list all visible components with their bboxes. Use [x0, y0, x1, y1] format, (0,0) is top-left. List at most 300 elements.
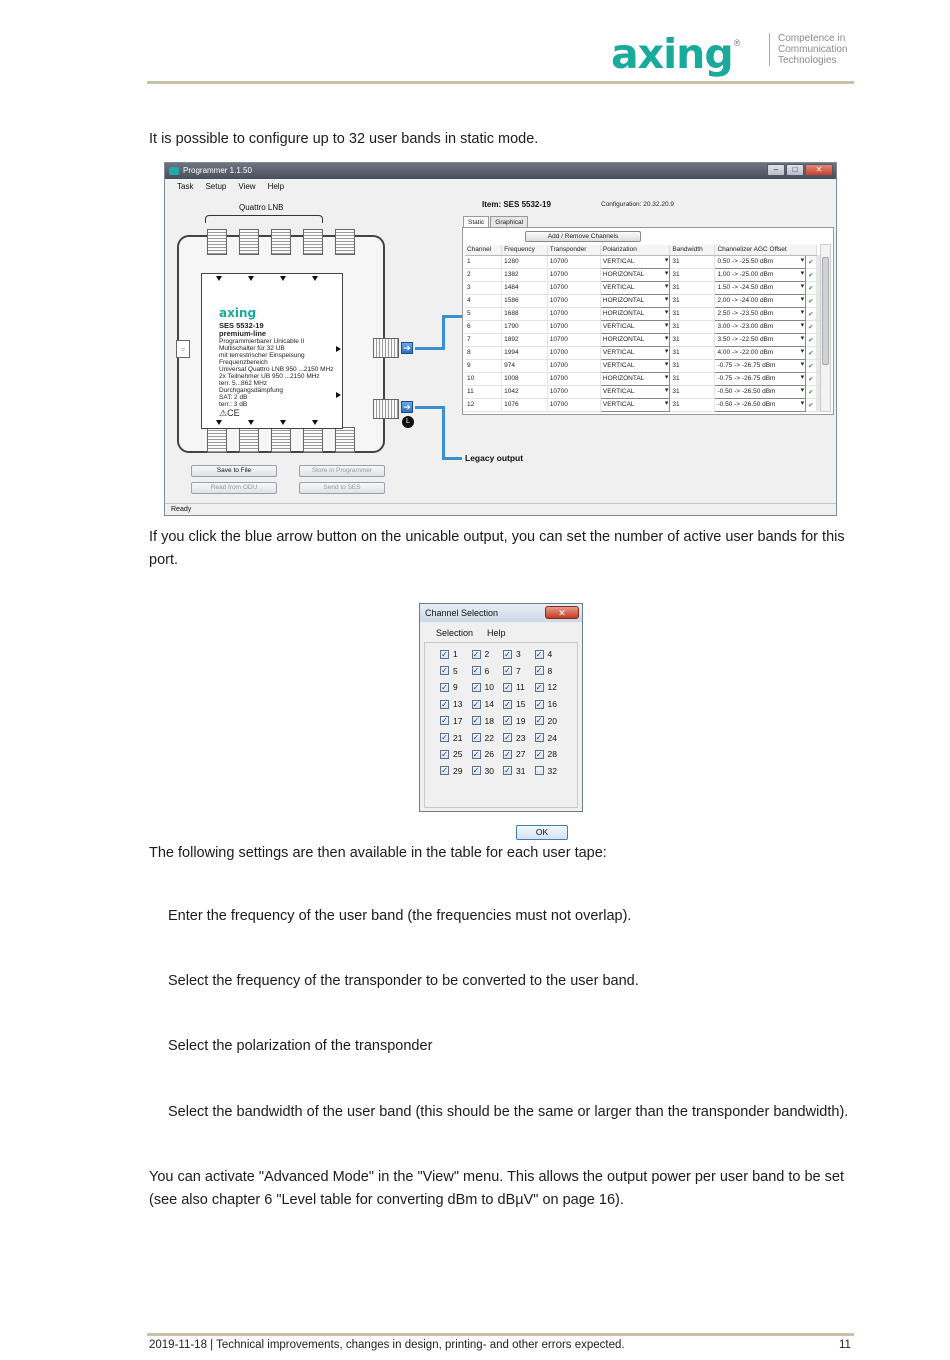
channel-number-label: 15	[516, 699, 526, 710]
read-from-odu-button[interactable]: Read from ODU	[191, 482, 277, 494]
checkbox-checked-icon[interactable]: ✓	[535, 749, 543, 759]
table-row[interactable]	[465, 385, 823, 398]
legacy-output-connector	[373, 399, 399, 419]
channel-checkbox[interactable]	[440, 649, 458, 659]
cell-bandwidth[interactable]: 31	[670, 372, 715, 385]
cell-agc-offset[interactable]: 0.50 -> -25.50 dBm ▾	[715, 255, 806, 268]
output-arrow-icon	[248, 420, 254, 425]
channel-checkbox[interactable]	[503, 766, 525, 776]
table-row[interactable]	[465, 372, 823, 385]
channel-number-label: 19	[516, 715, 526, 726]
window-title: Programmer 1.1.50	[183, 166, 252, 175]
plate-spec: Universal Quattro LNB 950 ...2150 MHz	[219, 366, 334, 373]
close-button[interactable]: ✕	[805, 164, 833, 176]
checkbox-checked-icon[interactable]: ✓	[504, 766, 511, 776]
channel-number-label: 11	[516, 682, 525, 693]
channel-checkbox[interactable]	[472, 749, 494, 759]
channel-number-label: 6	[484, 665, 490, 676]
checkbox-checked-icon[interactable]: ✓	[472, 666, 480, 676]
menu-help[interactable]: Help	[267, 182, 285, 191]
cell-frequency[interactable]: 1484	[502, 281, 548, 294]
cell-agc-offset[interactable]: -0.75 -> -26.75 dBm ▾	[715, 359, 806, 372]
channel-number-label: 28	[547, 749, 557, 760]
plate-desc: Multischalter für 32 UB	[219, 345, 285, 352]
axing-logo	[611, 30, 741, 78]
configuration-label: Configuration: 20.32.20.9	[601, 201, 674, 208]
cell-agc-offset[interactable]: -0.50 -> -26.50 dBm ▾	[715, 385, 806, 398]
channel-checkbox[interactable]	[440, 699, 462, 709]
page-number: 11	[839, 1339, 851, 1351]
checkbox-checked-icon[interactable]: ✓	[504, 749, 511, 759]
channel-number-label: 26	[484, 749, 494, 760]
checkmark-icon: ✔	[806, 255, 816, 268]
channel-number-label: 22	[484, 732, 494, 743]
channel-number-label: 24	[547, 732, 557, 743]
cell-agc-offset[interactable]: -0.50 -> -26.50 dBm ▾	[715, 398, 806, 411]
cell-channel: 3	[465, 281, 502, 294]
cell-agc-offset[interactable]: 2.00 -> -24.00 dBm ▾	[715, 294, 806, 307]
channel-number-label: 8	[547, 665, 553, 676]
cell-polarization[interactable]: HORIZONTAL ▾	[600, 307, 669, 320]
tagline-line: Competence in	[778, 33, 846, 44]
list-item-transponder: Select the frequency of the transponder to be converted to the user band.	[168, 973, 639, 989]
paragraph-advanced-mode: You can activate "Advanced Mode" in the "View" menu. This allows the output power per user band to be set (see also chapter 6 "Level table for converting dBm to dBµV" on page 16).	[149, 1169, 844, 1208]
header-rule	[147, 81, 854, 84]
channel-number-label: 17	[453, 715, 463, 726]
channel-number-label: 23	[516, 732, 526, 743]
cell-polarization[interactable]: HORIZONTAL ▾	[600, 372, 669, 385]
cell-frequency[interactable]: 974	[502, 359, 548, 372]
cell-channel: 9	[465, 359, 502, 372]
cell-frequency[interactable]: 1042	[502, 385, 548, 398]
checkbox-checked-icon[interactable]: ✓	[504, 699, 511, 709]
channel-checkbox[interactable]	[440, 766, 462, 776]
dialog-menu	[420, 626, 582, 640]
output-connector	[271, 427, 291, 453]
menu-task[interactable]: Task	[177, 182, 194, 191]
channel-number-label: 13	[453, 699, 463, 710]
channel-number-label: 18	[484, 715, 494, 726]
cell-bandwidth[interactable]: 31	[670, 359, 715, 372]
channel-checkbox[interactable]	[440, 716, 462, 726]
device-label-plate	[201, 273, 343, 429]
channel-checkbox[interactable]	[440, 733, 462, 743]
maximize-button[interactable]: □	[786, 164, 804, 176]
checkbox-checked-icon[interactable]: ✓	[441, 766, 448, 776]
lnb-connector	[303, 229, 323, 255]
checkbox-checked-icon[interactable]: ✓	[472, 766, 480, 776]
checkbox-checked-icon[interactable]: ✓	[472, 649, 480, 659]
channel-checkbox[interactable]	[535, 716, 557, 726]
channel-checkbox[interactable]	[472, 766, 494, 776]
channel-selection-dialog	[419, 603, 583, 837]
cell-transponder[interactable]: 10700	[547, 268, 600, 281]
channel-checkbox[interactable]	[535, 682, 557, 692]
ok-button[interactable]: OK	[516, 825, 568, 840]
store-in-programmer-button[interactable]: Store in Programmer	[299, 465, 385, 477]
channel-number-label: 9	[453, 682, 458, 693]
cell-polarization[interactable]: VERTICAL ▾	[600, 281, 669, 294]
cell-agc-offset[interactable]: -0.75 -> -26.75 dBm ▾	[715, 372, 806, 385]
cell-frequency[interactable]: 1892	[502, 333, 548, 346]
cell-channel: 12	[465, 398, 502, 411]
cell-polarization[interactable]: VERTICAL ▾	[600, 398, 669, 411]
output-arrow-icon	[216, 420, 222, 425]
cell-channel: 10	[465, 372, 502, 385]
cell-transponder[interactable]: 10700	[547, 255, 600, 268]
checkbox-checked-icon[interactable]: ✓	[535, 716, 543, 726]
connector-line	[442, 315, 462, 318]
channel-checkbox[interactable]	[440, 749, 462, 759]
cell-transponder[interactable]: 10700	[547, 359, 600, 372]
checkbox-checked-icon[interactable]: ✓	[535, 649, 543, 659]
input-arrow-icon	[216, 276, 222, 281]
channel-number-label: 2	[484, 649, 490, 659]
col-polarization: Polarization	[600, 245, 669, 255]
output-connector	[239, 427, 259, 453]
channel-number-label: 31	[516, 765, 526, 776]
cell-transponder[interactable]: 10700	[547, 333, 600, 346]
channel-number-label: 20	[547, 715, 557, 726]
table-row[interactable]	[465, 268, 823, 281]
paragraph-settings: The following settings are then available in the table for each user tape:	[149, 845, 607, 861]
channel-checkbox[interactable]	[472, 666, 490, 676]
menu-help[interactable]: Help	[487, 628, 506, 638]
cell-agc-offset[interactable]: 1.50 -> -24.50 dBm ▾	[715, 281, 806, 294]
checkbox-checked-icon[interactable]: ✓	[441, 649, 448, 659]
cell-agc-offset[interactable]: 3.50 -> -22.50 dBm ▾	[715, 333, 806, 346]
cell-frequency[interactable]: 1382	[502, 268, 548, 281]
panel-tabs	[463, 216, 529, 227]
table-scrollbar[interactable]	[820, 244, 831, 412]
channel-checkbox[interactable]	[472, 649, 490, 659]
tagline-line: Communication	[778, 44, 848, 55]
plate-spec: terr. 5...862 MHz	[219, 380, 268, 387]
footer-rule	[147, 1333, 854, 1336]
checkbox-checked-icon[interactable]: ✓	[535, 682, 543, 692]
cell-transponder[interactable]: 10700	[547, 346, 600, 359]
cell-bandwidth[interactable]: 31	[670, 307, 715, 320]
lnb-connector	[207, 229, 227, 255]
table-row[interactable]	[465, 346, 823, 359]
table-row[interactable]	[465, 398, 823, 411]
output-connector	[207, 427, 227, 453]
paragraph-intro: It is possible to configure up to 32 user bands in static mode.	[149, 131, 539, 147]
cell-frequency[interactable]: 1280	[502, 255, 548, 268]
checkbox-checked-icon[interactable]: ✓	[441, 666, 448, 676]
menu-view[interactable]: View	[238, 182, 256, 191]
output-connector	[303, 427, 323, 453]
item-label: Item: SES 5532-19	[482, 200, 551, 209]
channel-checkbox[interactable]	[535, 649, 553, 659]
cell-bandwidth[interactable]: 31	[670, 398, 715, 411]
list-item-bandwidth: Select the bandwidth of the user band (this should be the same or larger than the transponder bandwidth).	[168, 1104, 849, 1120]
col-frequency: Frequency	[502, 245, 548, 255]
footer-text: 2019-11-18 | Technical improvements, changes in design, printing- and other errors expected.	[149, 1339, 625, 1351]
plate-desc: Programmierbarer Unicable II	[219, 338, 305, 345]
checkbox-unchecked-icon[interactable]	[535, 766, 544, 775]
checkmark-icon: ✔	[806, 294, 816, 307]
paragraph-blue-arrow: If you click the blue arrow button on the unicable output, you can set the number of active user bands for this port.	[149, 529, 845, 568]
channel-checkbox[interactable]	[503, 749, 525, 759]
cell-frequency[interactable]: 1586	[502, 294, 548, 307]
checkbox-checked-icon[interactable]: ✓	[504, 682, 511, 692]
checkbox-checked-icon[interactable]: ✓	[441, 699, 448, 709]
checkmark-icon: ✔	[806, 281, 816, 294]
channel-checkbox[interactable]	[535, 749, 557, 759]
cell-channel: 2	[465, 268, 502, 281]
cell-channel: 7	[465, 333, 502, 346]
col-bandwidth: Bandwidth	[670, 245, 715, 255]
unicable-output-connector	[373, 338, 399, 358]
channel-number-label: 14	[484, 699, 494, 710]
channel-checkbox[interactable]	[503, 716, 525, 726]
channel-number-label: 21	[453, 732, 463, 743]
channel-number-label: 32	[547, 765, 557, 776]
window-titlebar	[165, 163, 836, 179]
output-arrow-icon	[312, 420, 318, 425]
checkbox-checked-icon[interactable]: ✓	[441, 733, 448, 742]
cell-frequency[interactable]: 1008	[502, 372, 548, 385]
tagline-line: Technologies	[778, 55, 837, 66]
scrollbar-thumb[interactable]	[822, 257, 829, 365]
checkbox-checked-icon[interactable]: ✓	[504, 666, 511, 676]
checkbox-checked-icon[interactable]: ✓	[472, 733, 480, 742]
legacy-badge: L	[402, 416, 414, 428]
connector-line	[442, 315, 445, 350]
checkbox-checked-icon[interactable]: ✓	[472, 716, 480, 726]
lnb-brace	[205, 215, 323, 223]
connector-line	[442, 406, 445, 459]
input-arrow-icon	[280, 276, 286, 281]
send-to-ses-button[interactable]: Send to SES	[299, 482, 385, 494]
connector-line	[415, 406, 443, 409]
plate-text	[219, 322, 339, 417]
cell-agc-offset[interactable]: 4.00 -> -22.00 dBm ▾	[715, 346, 806, 359]
connector-line	[442, 457, 462, 460]
channel-checkbox[interactable]	[440, 666, 458, 676]
cell-bandwidth[interactable]: 31	[670, 294, 715, 307]
channel-checkbox[interactable]	[535, 733, 557, 743]
logo-registered-mark: ®	[733, 38, 741, 48]
channel-checkbox[interactable]	[535, 699, 557, 709]
table-row[interactable]	[465, 320, 823, 333]
plate-spec: Frequenzbereich	[219, 359, 268, 366]
table-row[interactable]	[465, 359, 823, 372]
channel-number-label: 4	[547, 649, 553, 659]
tab-graphical[interactable]: Graphical	[490, 216, 528, 227]
checkmark-icon: ✔	[806, 333, 816, 346]
cell-transponder[interactable]: 10700	[547, 372, 600, 385]
channel-number-label: 30	[484, 765, 494, 776]
cell-frequency[interactable]: 1076	[502, 398, 548, 411]
channel-table	[465, 245, 823, 412]
checkbox-checked-icon[interactable]: ✓	[504, 649, 511, 659]
cell-agc-offset[interactable]: 1.00 -> -25.00 dBm ▾	[715, 268, 806, 281]
cell-transponder[interactable]: 10700	[547, 398, 600, 411]
channel-checkbox[interactable]	[503, 649, 521, 659]
brand-tagline	[769, 33, 859, 66]
channel-checkbox-grid	[424, 642, 578, 837]
cell-transponder[interactable]: 10700	[547, 320, 600, 333]
plate-spec: terr.: 3 dB	[219, 401, 248, 408]
checkbox-checked-icon[interactable]: ✓	[472, 682, 480, 692]
channel-checkbox[interactable]	[472, 733, 494, 743]
channel-checkbox[interactable]	[503, 733, 525, 743]
connector-line	[415, 347, 443, 350]
input-arrow-icon	[312, 276, 318, 281]
checkmark-icon: ✔	[806, 346, 816, 359]
dialog-title: Channel Selection	[420, 604, 582, 622]
plate-desc: mit terrestrischer Einspeisung	[219, 352, 305, 359]
cell-transponder[interactable]: 10700	[547, 307, 600, 320]
cell-transponder[interactable]: 10700	[547, 281, 600, 294]
table-row[interactable]	[465, 255, 823, 268]
cell-channel: 4	[465, 294, 502, 307]
plate-spec: SAT: 2 dB	[219, 394, 248, 401]
channel-number-label: 7	[516, 665, 521, 676]
lnb-connector	[239, 229, 259, 255]
cell-polarization[interactable]: HORIZONTAL ▾	[600, 333, 669, 346]
plate-spec: Durchgangsdämpfung	[219, 387, 283, 394]
table-row[interactable]	[465, 294, 823, 307]
checkbox-checked-icon[interactable]: ✓	[441, 682, 448, 692]
cell-agc-offset[interactable]: 2.50 -> -23.50 dBm ▾	[715, 307, 806, 320]
table-row[interactable]	[465, 307, 823, 320]
cell-bandwidth[interactable]: 31	[670, 268, 715, 281]
checkbox-checked-icon[interactable]: ✓	[535, 666, 543, 676]
programmer-window	[164, 162, 837, 516]
minimize-button[interactable]: –	[767, 164, 785, 176]
cell-channel: 5	[465, 307, 502, 320]
save-to-file-button[interactable]: Save to File	[191, 465, 277, 477]
cell-bandwidth[interactable]: 31	[670, 255, 715, 268]
cell-bandwidth[interactable]: 31	[670, 385, 715, 398]
channel-checkbox[interactable]	[472, 682, 494, 692]
cell-bandwidth[interactable]: 31	[670, 281, 715, 294]
checkmark-icon: ✔	[806, 307, 816, 320]
col-agc-offset: Channelizer AGC Offset	[715, 245, 816, 255]
checkmark-icon: ✔	[806, 372, 816, 385]
list-item-polarization: Select the polarization of the transponder	[168, 1038, 433, 1054]
menu-bar	[165, 180, 836, 194]
channel-number-label: 3	[516, 649, 521, 659]
cell-channel: 11	[465, 385, 502, 398]
cell-bandwidth[interactable]: 31	[670, 346, 715, 359]
cell-polarization[interactable]: VERTICAL ▾	[600, 320, 669, 333]
checkmark-icon: ✔	[806, 320, 816, 333]
checkmark-icon: ✔	[806, 359, 816, 372]
list-item-frequency: Enter the frequency of the user band (the frequencies must not overlap).	[168, 908, 632, 924]
cell-frequency[interactable]: 1790	[502, 320, 548, 333]
channel-checkbox[interactable]	[503, 699, 525, 709]
cell-frequency[interactable]: 1688	[502, 307, 548, 320]
cell-channel: 1	[465, 255, 502, 268]
output-arrow-icon	[280, 420, 286, 425]
dialog-close-button[interactable]: ✕	[545, 606, 579, 619]
checkbox-checked-icon[interactable]: ✓	[535, 699, 543, 709]
channel-number-label: 12	[547, 682, 557, 693]
status-bar: Ready	[165, 503, 836, 515]
window-controls	[767, 164, 833, 176]
channel-checkbox[interactable]	[535, 666, 553, 676]
channel-checkbox[interactable]	[472, 716, 494, 726]
cell-bandwidth[interactable]: 31	[670, 320, 715, 333]
checkmark-icon: ✔	[806, 268, 816, 281]
checkbox-checked-icon[interactable]: ✓	[441, 749, 448, 759]
logo-wordmark: axing	[611, 30, 733, 78]
channel-number-label: 5	[453, 665, 458, 676]
plate-logo: axing	[219, 306, 257, 320]
cell-frequency[interactable]: 1994	[502, 346, 548, 359]
legacy-arrow-button[interactable]: ➔	[401, 401, 413, 413]
cell-channel: 8	[465, 346, 502, 359]
certification-marks: ⚠CE	[219, 408, 240, 418]
output-connector	[335, 427, 355, 453]
checkmark-icon: ✔	[806, 398, 816, 411]
plate-model: SES 5532-19	[219, 321, 264, 330]
cell-channel: 6	[465, 320, 502, 333]
cell-polarization[interactable]: VERTICAL ▾	[600, 359, 669, 372]
menu-selection[interactable]: Selection	[436, 628, 474, 638]
channel-checkbox[interactable]	[440, 682, 458, 692]
channel-number-label: 1	[453, 649, 458, 659]
app-icon	[169, 167, 179, 175]
menu-setup[interactable]: Setup	[205, 182, 227, 191]
channel-checkbox[interactable]	[503, 666, 521, 676]
table-header-row	[465, 245, 823, 255]
cell-polarization[interactable]: VERTICAL ▾	[600, 346, 669, 359]
checkbox-checked-icon[interactable]: ✓	[441, 716, 448, 726]
checkbox-checked-icon[interactable]: ✓	[472, 749, 480, 759]
checkbox-checked-icon[interactable]: ✓	[535, 733, 543, 742]
cell-transponder[interactable]: 10700	[547, 385, 600, 398]
channel-number-label: 10	[484, 682, 494, 693]
checkbox-checked-icon[interactable]: ✓	[472, 699, 480, 709]
plate-line: premium-line	[219, 329, 267, 338]
input-arrow-icon	[248, 276, 254, 281]
col-transponder: Transponder	[547, 245, 600, 255]
cell-polarization[interactable]: HORIZONTAL ▾	[600, 268, 669, 281]
cell-polarization[interactable]: VERTICAL ▾	[600, 385, 669, 398]
channel-number-label: 16	[547, 699, 557, 710]
cell-transponder[interactable]: 10700	[547, 294, 600, 307]
channel-checkbox[interactable]	[535, 766, 557, 776]
channel-table-body	[465, 255, 823, 411]
table-row[interactable]	[465, 281, 823, 294]
checkbox-checked-icon[interactable]: ✓	[504, 733, 511, 742]
channel-checkbox[interactable]	[503, 682, 525, 692]
quattro-lnb-label: Quattro LNB	[239, 203, 284, 212]
side-port-icon: ○	[176, 340, 190, 358]
table-row[interactable]	[465, 333, 823, 346]
unicable-arrow-button[interactable]: ➔	[401, 342, 413, 354]
channel-checkbox[interactable]	[472, 699, 494, 709]
plate-spec: 2x Teilnehmer UB 950 ...2150 MHz	[219, 373, 320, 380]
cell-agc-offset[interactable]: 3.00 -> -23.00 dBm ▾	[715, 320, 806, 333]
checkbox-checked-icon[interactable]: ✓	[504, 716, 511, 726]
tab-static[interactable]: Static	[463, 216, 489, 227]
terrestrial-connector	[335, 229, 355, 255]
legacy-output-label: Legacy output	[465, 453, 524, 463]
cell-bandwidth[interactable]: 31	[670, 333, 715, 346]
channel-number-label: 29	[453, 765, 463, 776]
checkmark-icon: ✔	[806, 385, 816, 398]
col-channel: Channel	[465, 245, 502, 255]
add-remove-channels-button[interactable]: Add / Remove Channels	[525, 231, 641, 242]
cell-polarization[interactable]: HORIZONTAL ▾	[600, 294, 669, 307]
cell-polarization[interactable]: VERTICAL ▾	[600, 255, 669, 268]
